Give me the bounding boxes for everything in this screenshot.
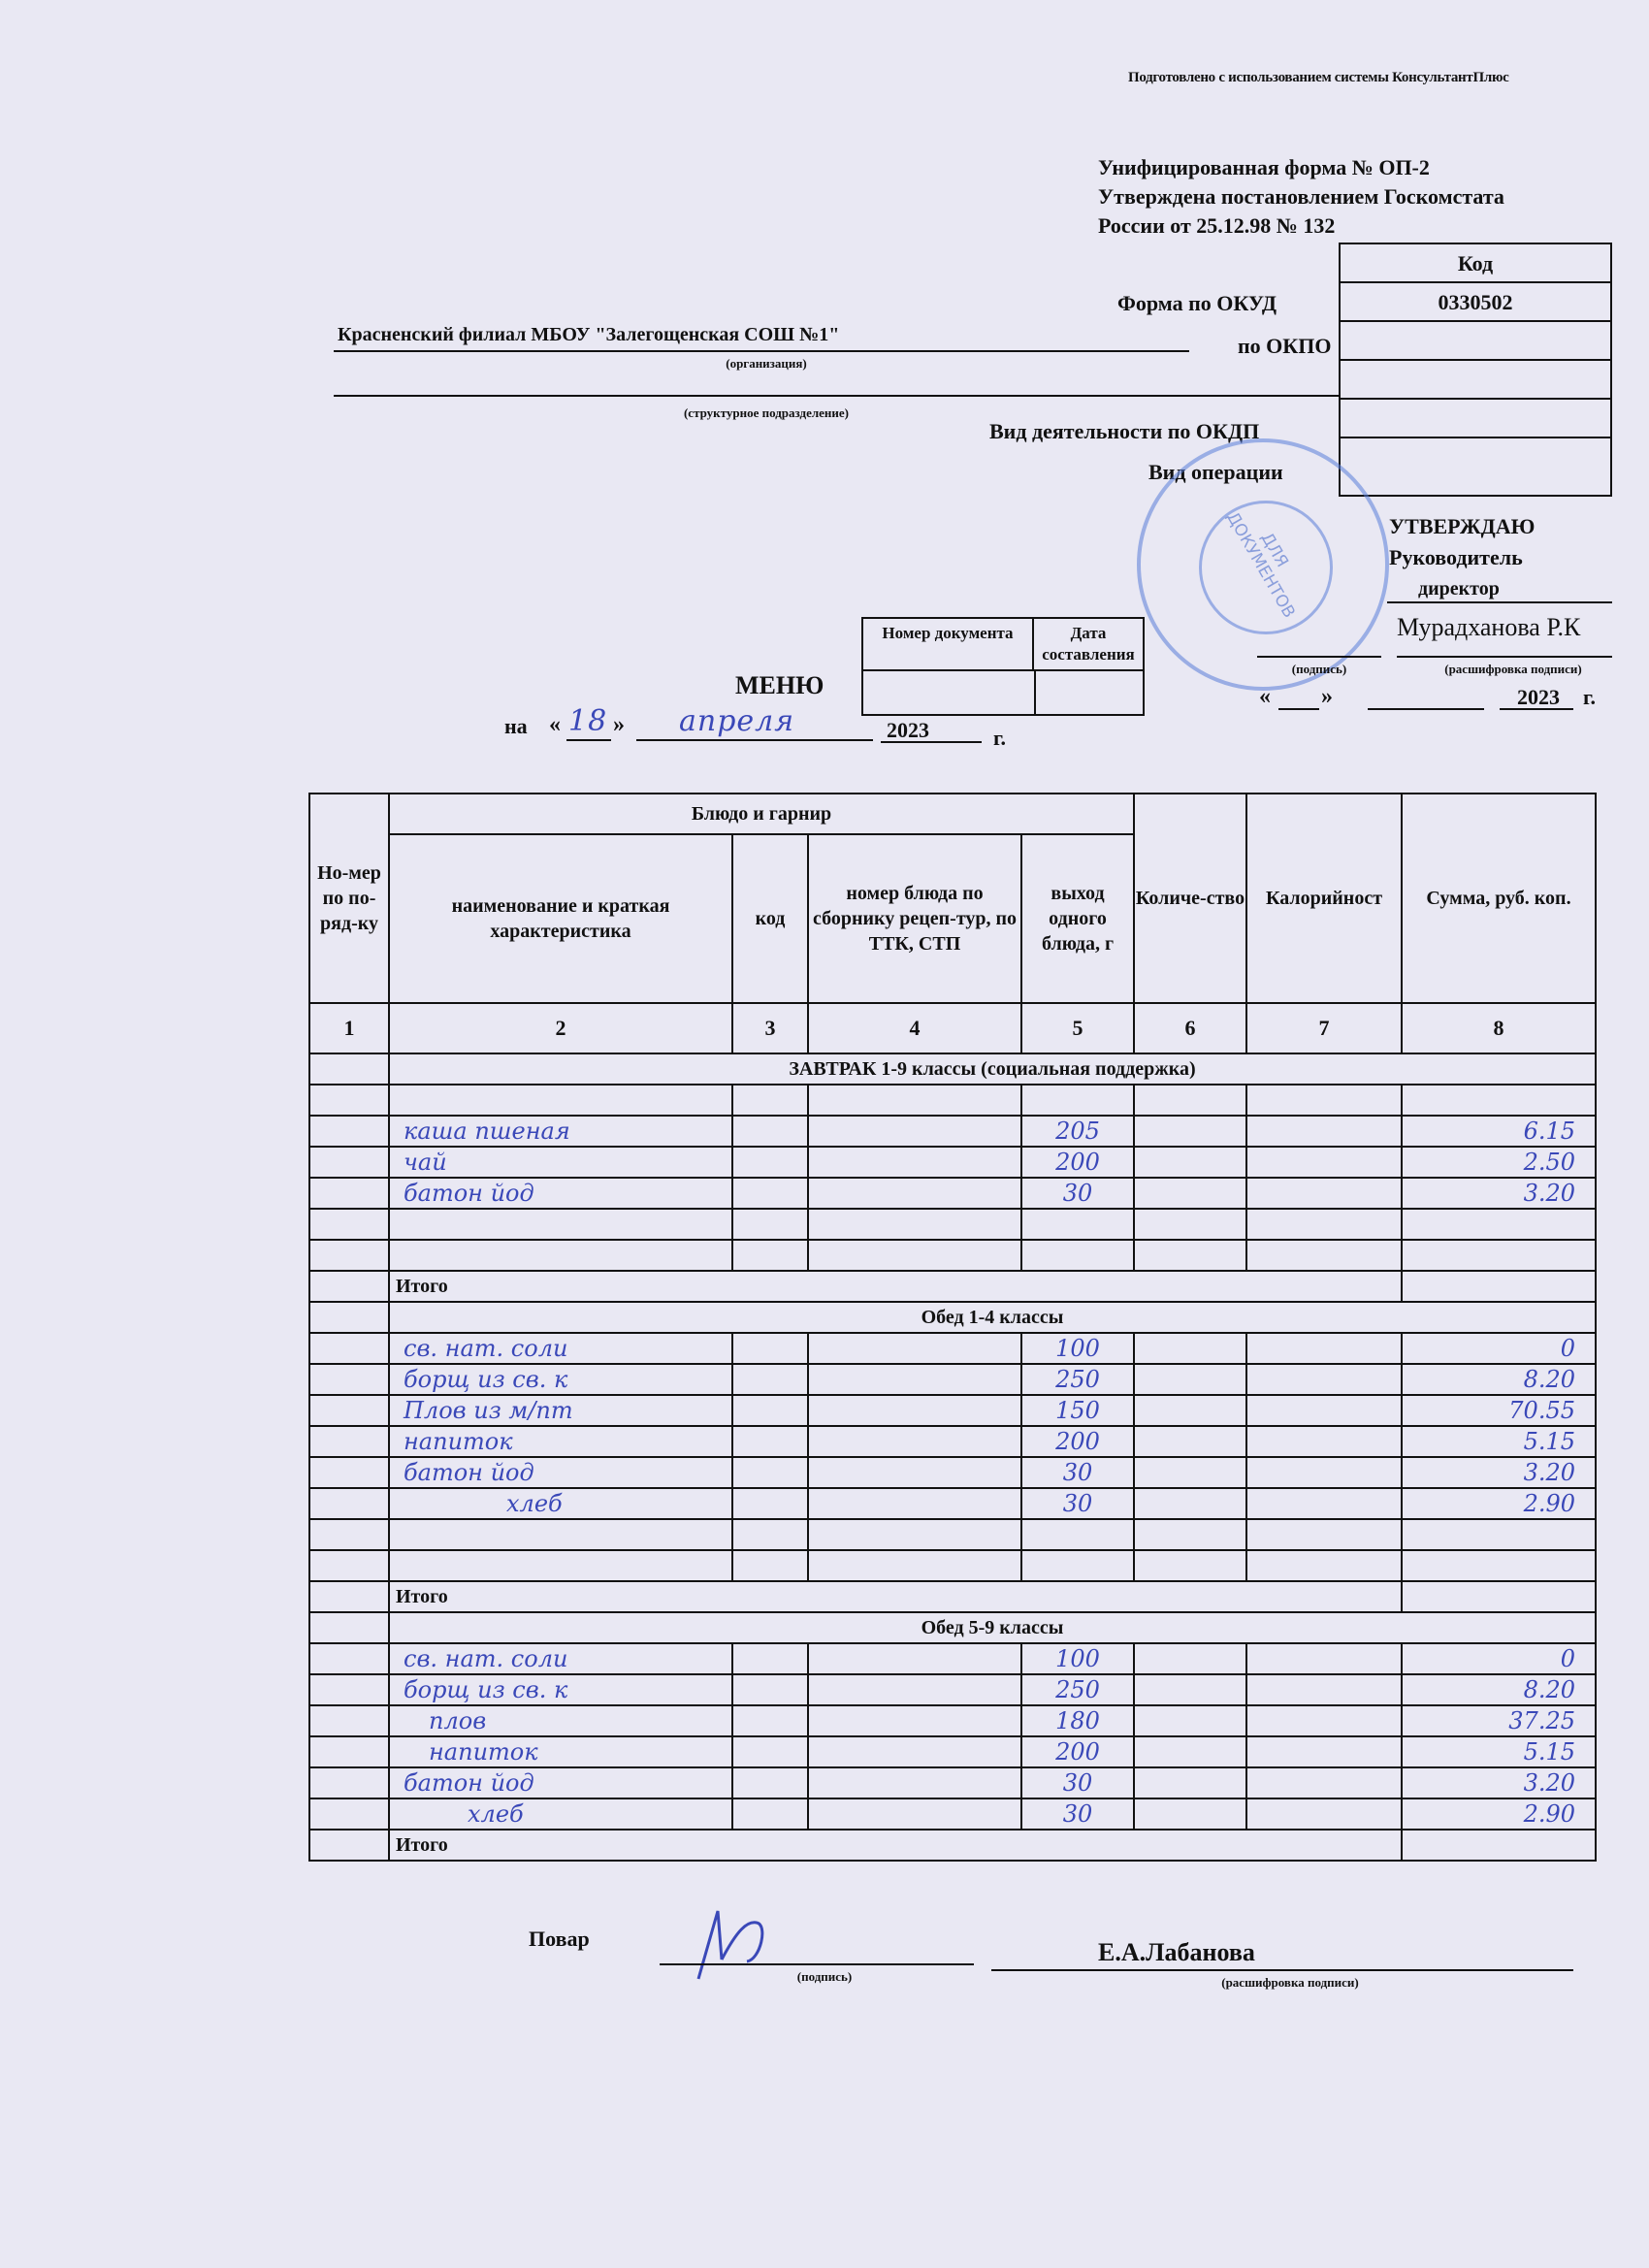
table-row	[309, 1767, 1596, 1798]
dish-sum: 5.15	[1402, 1736, 1596, 1767]
dish-name: чай	[389, 1147, 732, 1178]
dish-sum: 37.25	[1402, 1705, 1596, 1736]
dish-sum: 2.90	[1402, 1488, 1596, 1519]
table-cell	[808, 1085, 1021, 1116]
itogo-label: Итого	[389, 1271, 1402, 1302]
document-box	[861, 617, 1145, 716]
table-row	[309, 1333, 1596, 1364]
doc-box-divider	[1034, 671, 1036, 714]
menu-day: 18	[568, 704, 608, 738]
dish-yield: 30	[1021, 1457, 1134, 1488]
head-decoding-caption: (расшифровка подписи)	[1444, 662, 1582, 676]
dish-yield: 30	[1021, 1767, 1134, 1798]
approval-month-line	[1368, 708, 1484, 710]
position-line	[1387, 601, 1612, 603]
table-cell	[1021, 1085, 1134, 1116]
menu-month: апреля	[679, 704, 795, 738]
table-row	[309, 1364, 1596, 1395]
approve-title: УТВЕРЖДАЮ	[1389, 514, 1536, 538]
cook-signature-line	[660, 1963, 974, 1965]
dish-name: св. нат. соли	[389, 1643, 732, 1674]
dish-sum: 8.20	[1402, 1364, 1596, 1395]
dish-sum: 70.55	[1402, 1395, 1596, 1426]
menu-year-line	[881, 741, 982, 743]
section-title-breakfast: ЗАВТРАК 1-9 классы (социальная поддержка)	[389, 1053, 1596, 1085]
dish-sum: 3.20	[1402, 1457, 1596, 1488]
form-title: Унифицированная форма № ОП-2	[1098, 155, 1430, 179]
itogo-sum	[1402, 1271, 1596, 1302]
dish-yield: 30	[1021, 1798, 1134, 1830]
table-row	[309, 1550, 1596, 1581]
table-row	[309, 1457, 1596, 1488]
dish-name: Плов из м/пт	[389, 1395, 732, 1426]
dish-yield: 250	[1021, 1674, 1134, 1705]
cook-label: Повар	[529, 1927, 590, 1951]
head-signature-line	[1257, 656, 1381, 658]
itogo-cell	[309, 1581, 389, 1612]
col-header-qty: Количе-ство	[1134, 794, 1246, 1003]
dish-sum: 3.20	[1402, 1767, 1596, 1798]
menu-date-open: «	[549, 712, 561, 737]
table-row	[309, 1426, 1596, 1457]
table-row	[309, 1395, 1596, 1426]
table-row	[309, 1116, 1596, 1147]
col-number-8: 8	[1402, 1003, 1596, 1053]
table-row	[309, 1240, 1596, 1271]
dish-yield: 250	[1021, 1364, 1134, 1395]
menu-year-suffix: г.	[993, 726, 1007, 750]
col-number-1: 1	[309, 1003, 389, 1053]
empty-code-1	[1341, 361, 1610, 400]
dish-name: напиток	[389, 1736, 732, 1767]
approved-line-1: Утверждена постановлением Госкомстата	[1098, 184, 1504, 209]
dish-name: хлеб	[389, 1488, 732, 1519]
table-cell	[389, 1085, 732, 1116]
organization-stamp	[1137, 438, 1389, 691]
head-name: Мурадханова Р.К	[1397, 613, 1581, 641]
approval-year-line	[1500, 708, 1573, 710]
okdp-code	[1341, 400, 1610, 438]
menu-title: МЕНЮ	[735, 671, 824, 699]
dish-yield: 150	[1021, 1395, 1134, 1426]
dish-sum: 2.50	[1402, 1147, 1596, 1178]
menu-on-label: на	[504, 714, 528, 738]
structural-caption: (структурное подразделение)	[683, 405, 850, 420]
dish-name: св. нат. соли	[389, 1333, 732, 1364]
dish-yield: 180	[1021, 1705, 1134, 1736]
col-number-5: 5	[1021, 1003, 1134, 1053]
menu-day-line	[566, 739, 611, 741]
dish-sum: 2.90	[1402, 1798, 1596, 1830]
approved-line-2: России от 25.12.98 № 132	[1098, 213, 1336, 238]
col-header-yield: выход одного блюда, г	[1021, 834, 1134, 1003]
col-header-recipe: номер блюда по сборнику рецеп-тур, по ТТК, СТП	[808, 834, 1021, 1003]
form-header	[1098, 153, 1504, 241]
head-position: директор	[1418, 578, 1500, 599]
approval-date-close: »	[1321, 684, 1333, 709]
cook-signature-caption: (подпись)	[796, 1969, 853, 1984]
table-row	[309, 1643, 1596, 1674]
organization-name: Красненский филиал МБОУ "Залегощенская СОШ №1"	[338, 324, 840, 345]
table-row	[309, 1178, 1596, 1209]
dish-name: батон йод	[389, 1178, 732, 1209]
head-signature-caption: (подпись)	[1291, 662, 1347, 676]
dish-name: плов	[389, 1705, 732, 1736]
dish-sum: 3.20	[1402, 1178, 1596, 1209]
dish-yield: 200	[1021, 1426, 1134, 1457]
okud-label: Форма по ОКУД	[1117, 291, 1277, 315]
table-row	[309, 1147, 1596, 1178]
dish-yield: 30	[1021, 1178, 1134, 1209]
col-number-7: 7	[1246, 1003, 1402, 1053]
approval-year: 2023	[1517, 685, 1560, 709]
section-title-lunch-1-4: Обед 1-4 классы	[389, 1302, 1596, 1333]
dish-name: борщ из св. к	[389, 1674, 732, 1705]
col-header-sum: Сумма, руб. коп.	[1402, 794, 1596, 1003]
itogo-cell	[309, 1830, 389, 1861]
dish-name: батон йод	[389, 1767, 732, 1798]
col-header-dish-group: Блюдо и гарнир	[389, 794, 1134, 834]
col-number-4: 4	[808, 1003, 1021, 1053]
dish-sum: 0	[1402, 1333, 1596, 1364]
organization-caption: (организация)	[726, 356, 807, 371]
dish-name: батон йод	[389, 1457, 732, 1488]
dish-name: борщ из св. к	[389, 1364, 732, 1395]
dish-name: хлеб	[389, 1798, 732, 1830]
table-row	[309, 1674, 1596, 1705]
itogo-sum	[1402, 1581, 1596, 1612]
dish-name: каша пшеная	[389, 1116, 732, 1147]
menu-table	[308, 793, 1597, 1862]
itogo-sum	[1402, 1830, 1596, 1861]
doc-date-header: Дата составления	[1034, 619, 1143, 671]
menu-date-close: »	[613, 712, 625, 737]
organization-line	[334, 350, 1189, 352]
table-cell	[1246, 1085, 1402, 1116]
table-cell	[732, 1085, 808, 1116]
col-number-2: 2	[389, 1003, 732, 1053]
table-cell	[1134, 1085, 1246, 1116]
head-name-line	[1397, 656, 1612, 658]
col-header-number: Но-мер по по-ряд-ку	[309, 794, 389, 1003]
operation-code	[1341, 438, 1610, 477]
operation-label: Вид операции	[1148, 460, 1283, 484]
table-cell	[309, 1085, 389, 1116]
dish-sum: 8.20	[1402, 1674, 1596, 1705]
okpo-label: по ОКПО	[1238, 334, 1332, 358]
stamp-text: ДЛЯ ДОКУМЕНТОВ	[1222, 508, 1299, 622]
okpo-code	[1341, 322, 1610, 361]
okdp-label: Вид деятельности по ОКДП	[989, 419, 1260, 443]
dish-yield: 30	[1021, 1488, 1134, 1519]
table-row	[309, 1798, 1596, 1830]
col-number-3: 3	[732, 1003, 808, 1053]
menu-year: 2023	[887, 718, 929, 742]
dish-yield: 100	[1021, 1643, 1134, 1674]
dish-yield: 100	[1021, 1333, 1134, 1364]
cook-name: Е.А.Лабанова	[1098, 1938, 1255, 1966]
dish-sum: 0	[1402, 1643, 1596, 1674]
approval-day-line	[1278, 708, 1319, 710]
approval-date-open: «	[1259, 684, 1271, 709]
approval-year-suffix: г.	[1583, 685, 1597, 709]
table-cell	[1402, 1085, 1596, 1116]
col-number-6: 6	[1134, 1003, 1246, 1053]
itogo-cell	[309, 1271, 389, 1302]
col-header-code: код	[732, 834, 808, 1003]
table-row	[309, 1488, 1596, 1519]
dish-yield: 205	[1021, 1116, 1134, 1147]
itogo-label: Итого	[389, 1581, 1402, 1612]
section-cell	[309, 1302, 389, 1333]
section-cell	[309, 1053, 389, 1085]
okud-code: 0330502	[1341, 283, 1610, 322]
table-row	[309, 1736, 1596, 1767]
doc-number-header: Номер документа	[863, 619, 1034, 671]
code-box	[1339, 243, 1612, 497]
code-header: Код	[1341, 244, 1610, 283]
cook-decoding-caption: (расшифровка подписи)	[1221, 1975, 1359, 1990]
col-header-name: наименование и краткая характеристика	[389, 834, 732, 1003]
table-row	[309, 1519, 1596, 1550]
dish-yield: 200	[1021, 1147, 1134, 1178]
menu-month-line	[636, 739, 873, 741]
dish-sum: 5.15	[1402, 1426, 1596, 1457]
itogo-label: Итого	[389, 1830, 1402, 1861]
col-header-calories: Калорийност	[1246, 794, 1402, 1003]
consultant-note: Подготовлено с использованием системы КонсультантПлюс	[1128, 70, 1509, 85]
section-cell	[309, 1612, 389, 1643]
dish-sum: 6.15	[1402, 1116, 1596, 1147]
table-row	[309, 1705, 1596, 1736]
head-label: Руководитель	[1389, 545, 1523, 569]
dish-name: напиток	[389, 1426, 732, 1457]
dish-yield: 200	[1021, 1736, 1134, 1767]
structural-line	[334, 395, 1339, 397]
section-title-lunch-5-9: Обед 5-9 классы	[389, 1612, 1596, 1643]
table-row	[309, 1209, 1596, 1240]
cook-name-line	[991, 1969, 1573, 1971]
